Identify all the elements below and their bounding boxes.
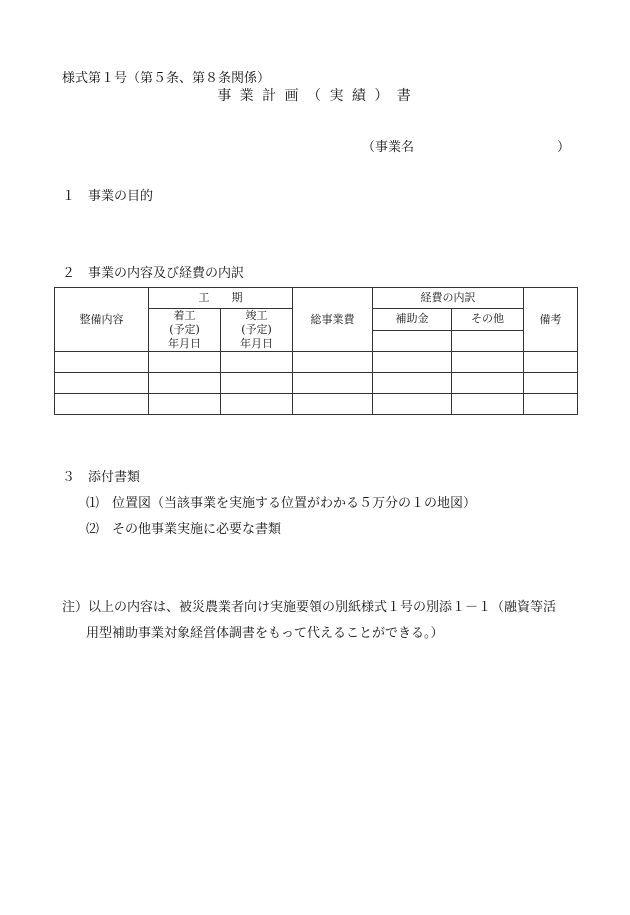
section-purpose-heading: １ 事業の目的 xyxy=(62,189,154,204)
table-row xyxy=(55,352,578,373)
header-end-date: 竣工 (予定) 年月日 xyxy=(221,309,293,352)
attachment-item-2: ⑵ その他事業実施に必要な書類 xyxy=(86,522,282,537)
section-attachments-heading: ３ 添付書類 xyxy=(62,470,141,485)
project-name-close: ） xyxy=(557,140,571,155)
form-number: 様式第１号（第５条、第８条関係） xyxy=(62,71,271,86)
attachment-item-1: ⑴ 位置図（当該事業を実施する位置がわかる５万分の１の地図） xyxy=(86,496,477,511)
header-breakdown: 経費の内訳 xyxy=(373,288,524,309)
cell-other-blank[interactable] xyxy=(452,330,524,352)
project-name-line xyxy=(362,136,571,155)
header-total: 総事業費 xyxy=(293,288,373,352)
table-row xyxy=(55,394,578,415)
project-name-label: （事業名 xyxy=(362,140,415,155)
cell-subsidy-blank[interactable] xyxy=(373,330,452,352)
header-other: その他 xyxy=(452,309,524,331)
expense-table xyxy=(54,287,578,415)
table-row xyxy=(55,373,578,394)
note-line-2: 用型補助事業対象経営体調書をもって代えることができる。） xyxy=(86,626,444,641)
header-period: 工 期 xyxy=(149,288,293,309)
section-content-heading: ２ 事業の内容及び経費の内訳 xyxy=(62,266,245,281)
header-subsidy: 補助金 xyxy=(373,309,452,331)
page-title: 事 業 計 画 （ 実 績 ） 書 xyxy=(217,88,413,104)
note-line-1: 注）以上の内容は、被災農業者向け実施要領の別紙様式１号の別添１－１（融資等活 xyxy=(62,600,557,615)
header-content: 整備内容 xyxy=(55,288,149,352)
header-remarks: 備考 xyxy=(524,288,578,352)
header-start-date: 着工 (予定) 年月日 xyxy=(149,309,221,352)
